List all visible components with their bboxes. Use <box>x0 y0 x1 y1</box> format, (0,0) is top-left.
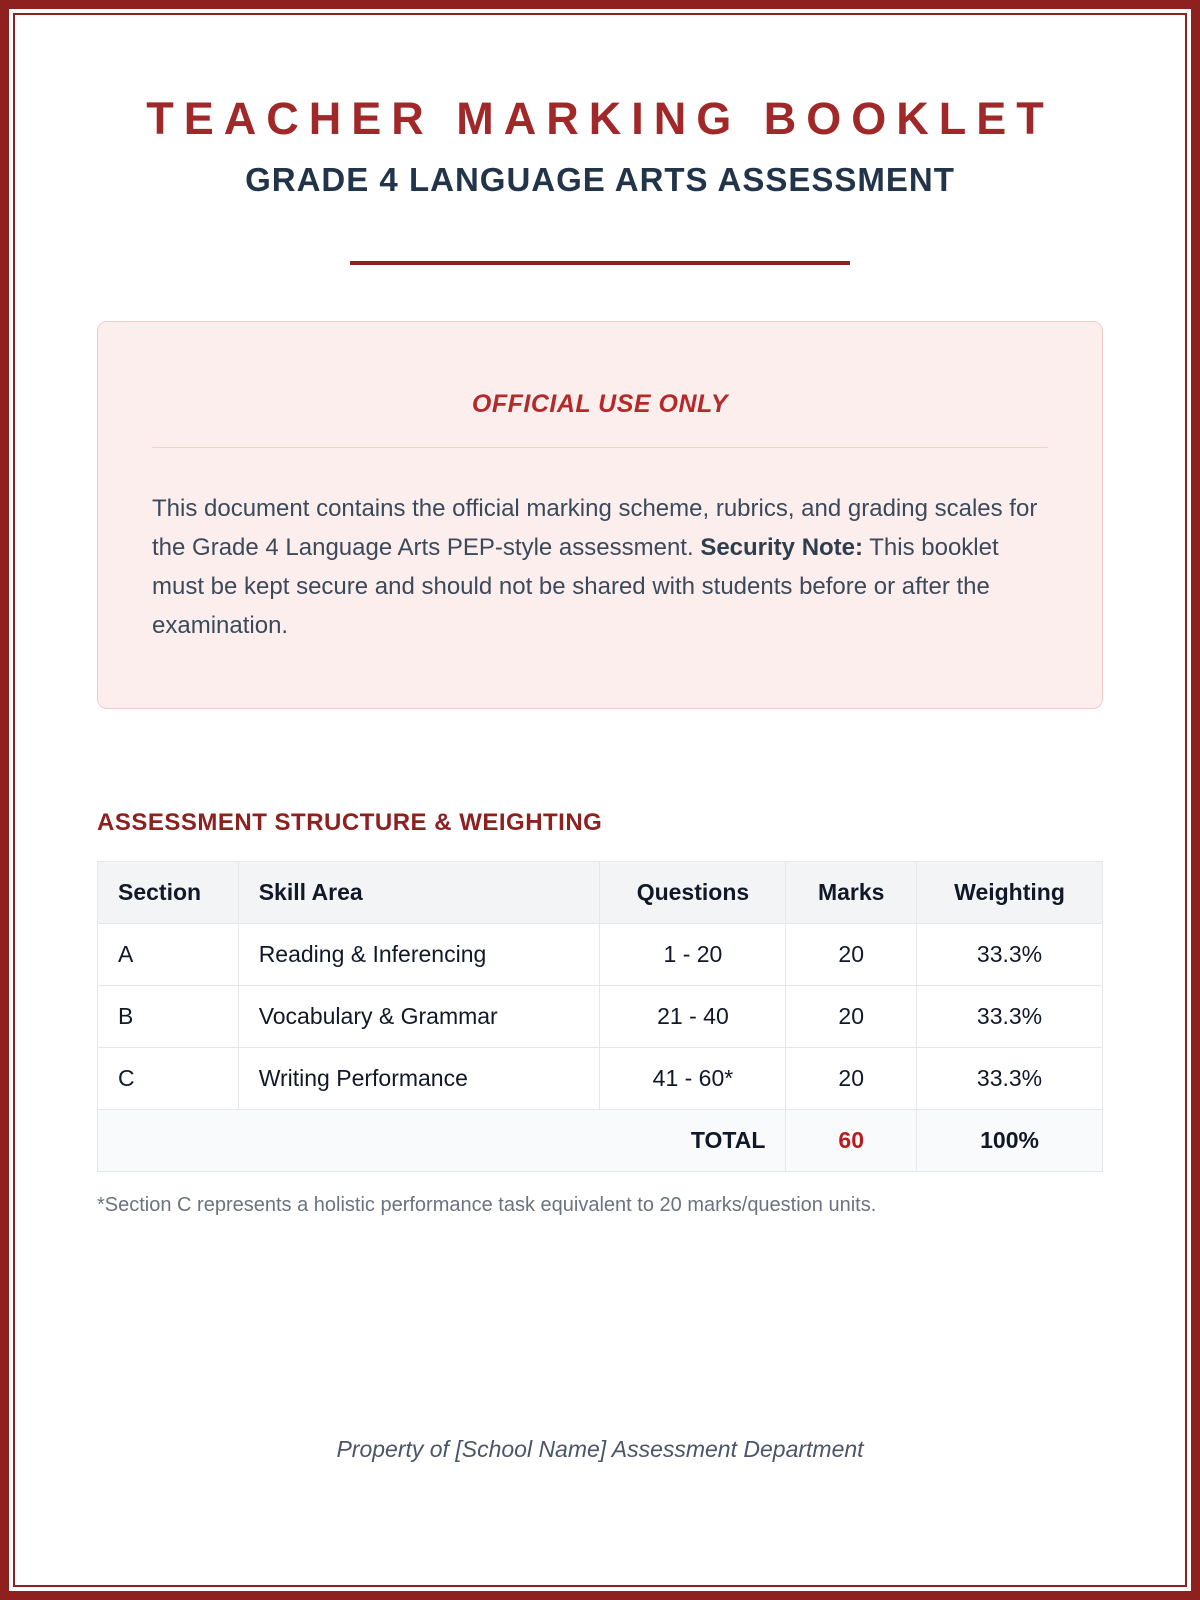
document-header <box>97 93 1103 265</box>
official-use-body <box>152 490 1048 646</box>
cell-marks: 20 <box>786 923 917 985</box>
structure-section-heading: ASSESSMENT STRUCTURE & WEIGHTING <box>97 808 603 836</box>
title-divider <box>350 261 850 265</box>
table-header-row <box>98 861 1103 923</box>
cell-section: C <box>98 1047 239 1109</box>
page <box>13 13 1187 1587</box>
cell-weighting: 33.3% <box>917 923 1103 985</box>
header-questions: Questions <box>600 861 786 923</box>
cell-section: B <box>98 985 239 1047</box>
cell-marks: 20 <box>786 985 917 1047</box>
header-weighting: Weighting <box>917 861 1103 923</box>
header-section: Section <box>98 861 239 923</box>
total-label: TOTAL <box>98 1109 786 1171</box>
official-use-notice-box <box>97 321 1103 709</box>
cell-skill-area: Writing Performance <box>238 1047 600 1109</box>
table-row <box>98 985 1103 1047</box>
cell-skill-area: Vocabulary & Grammar <box>238 985 600 1047</box>
assessment-structure-table <box>97 861 1103 1172</box>
header-marks: Marks <box>786 861 917 923</box>
table-row <box>98 923 1103 985</box>
document-title: TEACHER MARKING BOOKLET <box>146 93 1054 144</box>
table-row <box>98 1047 1103 1109</box>
table-total-row <box>98 1109 1103 1171</box>
cell-questions: 21 - 40 <box>600 985 786 1047</box>
cell-weighting: 33.3% <box>917 1047 1103 1109</box>
official-body-intro: This document contains the official marking scheme, rubrics, and grading scales for the Grade 4 Language Arts PEP-style assessment. <box>152 495 1038 561</box>
official-use-heading: OFFICIAL USE ONLY <box>471 390 729 418</box>
security-note-text: This booklet must be kept secure and should not be shared with students before or after the examination. <box>152 533 999 639</box>
official-box-divider <box>152 447 1048 448</box>
document-subtitle: GRADE 4 LANGUAGE ARTS ASSESSMENT <box>245 161 955 198</box>
table-footnote: *Section C represents a holistic performance task equivalent to 20 marks/question units. <box>97 1193 877 1216</box>
total-marks: 60 <box>786 1109 917 1171</box>
cell-weighting: 33.3% <box>917 985 1103 1047</box>
header-skill-area: Skill Area <box>238 861 600 923</box>
security-note-label: Security Note: <box>700 533 864 561</box>
cell-section: A <box>98 923 239 985</box>
cell-skill-area: Reading & Inferencing <box>238 923 600 985</box>
total-weighting: 100% <box>917 1109 1103 1171</box>
cell-questions: 1 - 20 <box>600 923 786 985</box>
document-footer: Property of [School Name] Assessment Department <box>336 1436 864 1462</box>
cell-questions: 41 - 60* <box>600 1047 786 1109</box>
cell-marks: 20 <box>786 1047 917 1109</box>
